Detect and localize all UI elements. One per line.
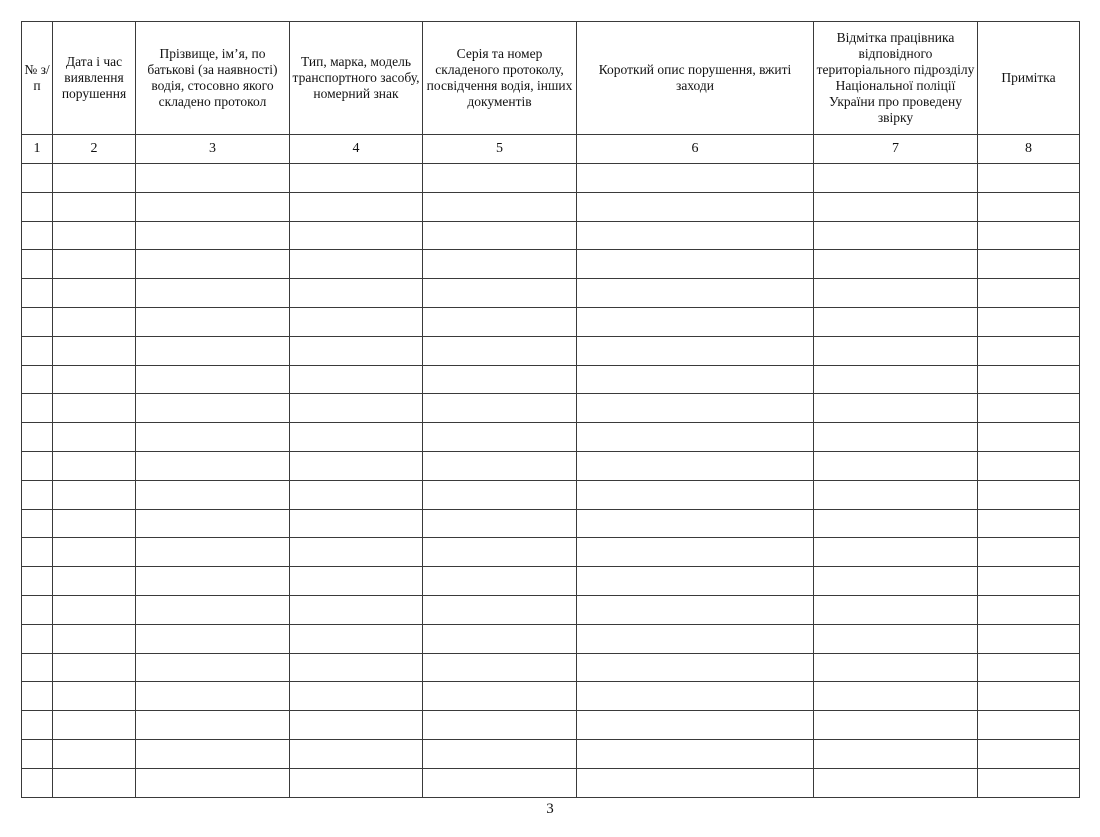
table-cell	[423, 279, 577, 308]
table-cell	[290, 365, 423, 394]
table-cell	[814, 307, 978, 336]
table-cell	[290, 423, 423, 452]
header-cell-datetime: Дата і час виявлення порушення	[53, 22, 136, 135]
table-cell	[136, 365, 290, 394]
table-cell	[978, 768, 1080, 797]
table-cell	[22, 480, 53, 509]
table-row	[22, 451, 1080, 480]
column-number-cell: 5	[423, 135, 577, 164]
table-cell	[290, 739, 423, 768]
table-row	[22, 164, 1080, 193]
table-cell	[22, 653, 53, 682]
table-cell	[290, 164, 423, 193]
table-cell	[136, 423, 290, 452]
table-cell	[577, 624, 814, 653]
table-row	[22, 595, 1080, 624]
table-cell	[290, 509, 423, 538]
table-cell	[423, 682, 577, 711]
table-cell	[423, 653, 577, 682]
table-cell	[577, 221, 814, 250]
table-cell	[290, 682, 423, 711]
table-row	[22, 653, 1080, 682]
table-cell	[978, 567, 1080, 596]
table-cell	[53, 365, 136, 394]
table-cell	[290, 221, 423, 250]
table-cell	[978, 365, 1080, 394]
table-cell	[136, 279, 290, 308]
table-cell	[814, 711, 978, 740]
table-cell	[814, 567, 978, 596]
header-cell-police-mark: Відмітка працівника відповідного територіального підрозділу Національної поліції України про проведену звірку	[814, 22, 978, 135]
table-cell	[22, 164, 53, 193]
table-cell	[814, 480, 978, 509]
table-cell	[136, 567, 290, 596]
table-cell	[814, 423, 978, 452]
table-cell	[978, 682, 1080, 711]
header-cell-number: № з/п	[22, 22, 53, 135]
table-cell	[53, 509, 136, 538]
table-cell	[423, 567, 577, 596]
table-cell	[22, 423, 53, 452]
table-cell	[53, 192, 136, 221]
table-cell	[814, 192, 978, 221]
table-row	[22, 336, 1080, 365]
table-cell	[290, 394, 423, 423]
table-cell	[577, 567, 814, 596]
table-cell	[53, 394, 136, 423]
table-cell	[53, 711, 136, 740]
table-cell	[53, 279, 136, 308]
table-body	[22, 164, 1080, 798]
table-cell	[423, 624, 577, 653]
table-cell	[136, 336, 290, 365]
table-cell	[978, 164, 1080, 193]
table-cell	[814, 451, 978, 480]
table-row	[22, 711, 1080, 740]
table-cell	[423, 394, 577, 423]
table-cell	[53, 595, 136, 624]
column-number-cell: 6	[577, 135, 814, 164]
page-number: 3	[546, 801, 554, 817]
table-cell	[136, 480, 290, 509]
table-cell	[423, 221, 577, 250]
table-row	[22, 567, 1080, 596]
table-cell	[22, 336, 53, 365]
table-cell	[53, 739, 136, 768]
table-cell	[290, 250, 423, 279]
table-cell	[290, 538, 423, 567]
table-cell	[136, 394, 290, 423]
table-cell	[577, 394, 814, 423]
table-cell	[814, 336, 978, 365]
table-cell	[423, 768, 577, 797]
table-cell	[22, 768, 53, 797]
table-cell	[423, 307, 577, 336]
table-cell	[423, 336, 577, 365]
table-cell	[577, 480, 814, 509]
table-cell	[53, 164, 136, 193]
table-cell	[978, 192, 1080, 221]
table-row	[22, 739, 1080, 768]
table-cell	[136, 739, 290, 768]
table-cell	[423, 480, 577, 509]
table-cell	[978, 624, 1080, 653]
table-cell	[22, 509, 53, 538]
table-row	[22, 423, 1080, 452]
table-cell	[577, 451, 814, 480]
table-cell	[423, 711, 577, 740]
table-cell	[423, 538, 577, 567]
header-cell-note: Примітка	[978, 22, 1080, 135]
header-cell-protocol: Серія та номер складеного протоколу, посвідчення водія, інших документів	[423, 22, 577, 135]
table-cell	[577, 307, 814, 336]
table-cell	[577, 711, 814, 740]
table-cell	[136, 192, 290, 221]
table-cell	[22, 711, 53, 740]
table-cell	[22, 451, 53, 480]
column-number-row	[22, 135, 1080, 164]
table-cell	[53, 567, 136, 596]
column-number-cell: 7	[814, 135, 978, 164]
table-cell	[577, 279, 814, 308]
table-cell	[136, 164, 290, 193]
table-cell	[577, 538, 814, 567]
table-row	[22, 768, 1080, 797]
table-cell	[290, 595, 423, 624]
table-cell	[577, 250, 814, 279]
table-header-row	[22, 22, 1080, 135]
table-cell	[978, 595, 1080, 624]
table-cell	[290, 279, 423, 308]
table-cell	[423, 595, 577, 624]
table-cell	[22, 595, 53, 624]
table-row	[22, 509, 1080, 538]
table-cell	[136, 538, 290, 567]
table-cell	[22, 682, 53, 711]
table-cell	[978, 538, 1080, 567]
table-cell	[423, 250, 577, 279]
table-row	[22, 192, 1080, 221]
table-cell	[22, 365, 53, 394]
table-row	[22, 221, 1080, 250]
table-cell	[814, 250, 978, 279]
table-cell	[53, 538, 136, 567]
table-cell	[978, 451, 1080, 480]
table-cell	[978, 307, 1080, 336]
table-cell	[22, 538, 53, 567]
table-cell	[290, 307, 423, 336]
table-cell	[814, 279, 978, 308]
table-cell	[577, 365, 814, 394]
table-cell	[53, 653, 136, 682]
table-cell	[814, 164, 978, 193]
table-cell	[53, 221, 136, 250]
table-cell	[978, 423, 1080, 452]
column-number-cell: 1	[22, 135, 53, 164]
table-cell	[577, 653, 814, 682]
column-number-cell: 4	[290, 135, 423, 164]
table-cell	[22, 739, 53, 768]
violations-register-table	[21, 21, 1080, 798]
table-cell	[814, 739, 978, 768]
header-cell-driver-name: Прізвище, ім’я, по батькові (за наявності) водія, стосовно якого складено протокол	[136, 22, 290, 135]
table-row	[22, 250, 1080, 279]
table-cell	[136, 451, 290, 480]
table-cell	[22, 307, 53, 336]
table-row	[22, 624, 1080, 653]
table-cell	[290, 624, 423, 653]
table-cell	[814, 768, 978, 797]
table-cell	[22, 394, 53, 423]
table-cell	[290, 192, 423, 221]
column-number-cell: 3	[136, 135, 290, 164]
table-cell	[136, 711, 290, 740]
table-cell	[290, 567, 423, 596]
header-cell-description: Короткий опис порушення, вжиті заходи	[577, 22, 814, 135]
table-cell	[577, 336, 814, 365]
table-cell	[290, 711, 423, 740]
table-cell	[978, 279, 1080, 308]
table-cell	[978, 394, 1080, 423]
table-cell	[814, 538, 978, 567]
table-cell	[577, 768, 814, 797]
table-row	[22, 365, 1080, 394]
table-cell	[290, 653, 423, 682]
table-cell	[22, 567, 53, 596]
table-cell	[577, 739, 814, 768]
table-cell	[53, 250, 136, 279]
table-cell	[423, 509, 577, 538]
table-cell	[53, 480, 136, 509]
table-cell	[22, 250, 53, 279]
table-cell	[53, 624, 136, 653]
table-cell	[136, 768, 290, 797]
table-cell	[22, 279, 53, 308]
table-cell	[423, 451, 577, 480]
table-cell	[423, 739, 577, 768]
table-cell	[136, 250, 290, 279]
table-cell	[423, 192, 577, 221]
table-cell	[978, 739, 1080, 768]
table-cell	[423, 365, 577, 394]
table-cell	[978, 221, 1080, 250]
column-number-cell: 2	[53, 135, 136, 164]
table-row	[22, 480, 1080, 509]
table-cell	[136, 509, 290, 538]
table-cell	[53, 336, 136, 365]
table-cell	[136, 682, 290, 711]
table-cell	[577, 595, 814, 624]
table-cell	[136, 307, 290, 336]
column-number-cell: 8	[978, 135, 1080, 164]
table-cell	[290, 480, 423, 509]
table-cell	[814, 653, 978, 682]
table-cell	[53, 423, 136, 452]
table-cell	[814, 394, 978, 423]
table-cell	[978, 480, 1080, 509]
table-cell	[53, 451, 136, 480]
table-cell	[577, 192, 814, 221]
table-row	[22, 307, 1080, 336]
table-cell	[53, 682, 136, 711]
table-row	[22, 538, 1080, 567]
table-cell	[978, 336, 1080, 365]
table-cell	[577, 164, 814, 193]
table-cell	[136, 624, 290, 653]
table-cell	[136, 595, 290, 624]
table-cell	[423, 164, 577, 193]
table-cell	[22, 221, 53, 250]
header-cell-vehicle: Тип, марка, модель транспортного засобу, номерний знак	[290, 22, 423, 135]
table-cell	[577, 682, 814, 711]
table-cell	[423, 423, 577, 452]
table-cell	[814, 682, 978, 711]
table-cell	[814, 595, 978, 624]
table-row	[22, 394, 1080, 423]
table-row	[22, 279, 1080, 308]
table-cell	[22, 624, 53, 653]
table-cell	[136, 221, 290, 250]
table-cell	[978, 509, 1080, 538]
table-cell	[290, 336, 423, 365]
table-cell	[577, 509, 814, 538]
table-cell	[814, 624, 978, 653]
table-cell	[22, 192, 53, 221]
table-row	[22, 682, 1080, 711]
table-cell	[577, 423, 814, 452]
table-cell	[53, 768, 136, 797]
table-cell	[978, 653, 1080, 682]
table-cell	[978, 711, 1080, 740]
table-cell	[978, 250, 1080, 279]
table-cell	[136, 653, 290, 682]
table-cell	[290, 768, 423, 797]
table-cell	[290, 451, 423, 480]
table-cell	[814, 509, 978, 538]
table-cell	[53, 307, 136, 336]
table-cell	[814, 365, 978, 394]
table-cell	[814, 221, 978, 250]
